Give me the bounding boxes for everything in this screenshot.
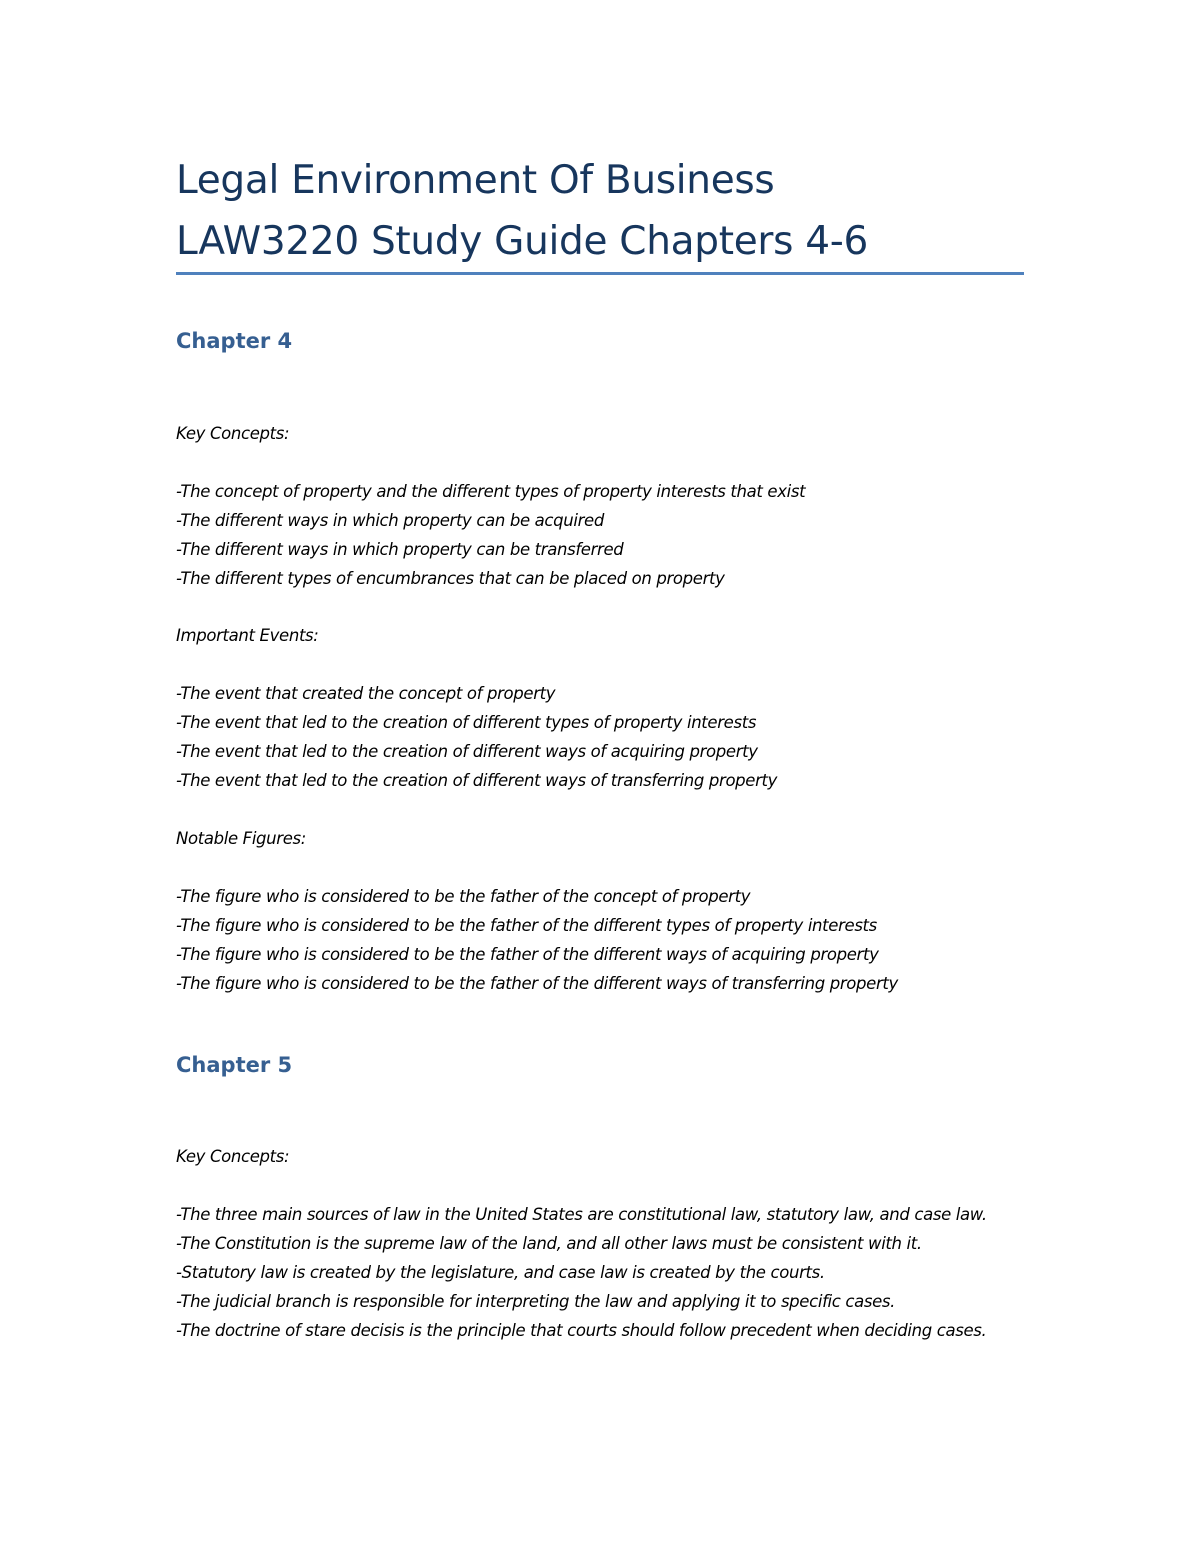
list-item: -The three main sources of law in the United States are constitutional law, statutory law, and case law. [176, 1205, 987, 1224]
list-item: -The event that led to the creation of different ways of acquiring property [176, 742, 758, 761]
list-item: -The figure who is considered to be the father of the concept of property [176, 887, 751, 906]
list-item: -The different ways in which property can be acquired [176, 511, 604, 530]
chapter-4-important-events-label: Important Events: [176, 626, 319, 645]
list-item: -The figure who is considered to be the father of the different types of property interests [176, 916, 877, 935]
title-underline-rule [176, 272, 1024, 275]
chapter-4-notable-figures-label: Notable Figures: [176, 829, 306, 848]
list-item: -The event that created the concept of property [176, 684, 556, 703]
chapter-4-key-concepts-list [176, 477, 1036, 593]
list-item: -The concept of property and the different types of property interests that exist [176, 482, 806, 501]
list-item: -The figure who is considered to be the father of the different ways of acquiring property [176, 945, 879, 964]
title-line-2: LAW3220 Study Guide Chapters 4-6 [176, 219, 869, 264]
list-item: -The different types of encumbrances that can be placed on property [176, 569, 725, 588]
title-line-1: Legal Environment Of Business [176, 158, 775, 203]
chapter-4-notable-figures-list [176, 882, 1036, 998]
chapter-5-heading: Chapter 5 [176, 1053, 293, 1077]
list-item: -The different ways in which property can be transferred [176, 540, 624, 559]
chapter-4-heading: Chapter 4 [176, 329, 293, 353]
list-item: -The figure who is considered to be the father of the different ways of transferring property [176, 974, 898, 993]
chapter-5-key-concepts-list [176, 1200, 1026, 1345]
list-item: -The doctrine of stare decisis is the principle that courts should follow precedent when deciding cases. [176, 1321, 987, 1340]
list-item: -The event that led to the creation of different types of property interests [176, 713, 757, 732]
chapter-4-key-concepts-label: Key Concepts: [176, 424, 290, 443]
chapter-5-key-concepts-label: Key Concepts: [176, 1147, 290, 1166]
list-item: -Statutory law is created by the legislature, and case law is created by the courts. [176, 1263, 825, 1282]
list-item: -The event that led to the creation of different ways of transferring property [176, 771, 778, 790]
list-item: -The judicial branch is responsible for interpreting the law and applying it to specific cases. [176, 1292, 896, 1311]
list-item: -The Constitution is the supreme law of the land, and all other laws must be consistent with it. [176, 1234, 922, 1253]
chapter-4-important-events-list [176, 679, 1036, 795]
document-title [176, 150, 1026, 272]
